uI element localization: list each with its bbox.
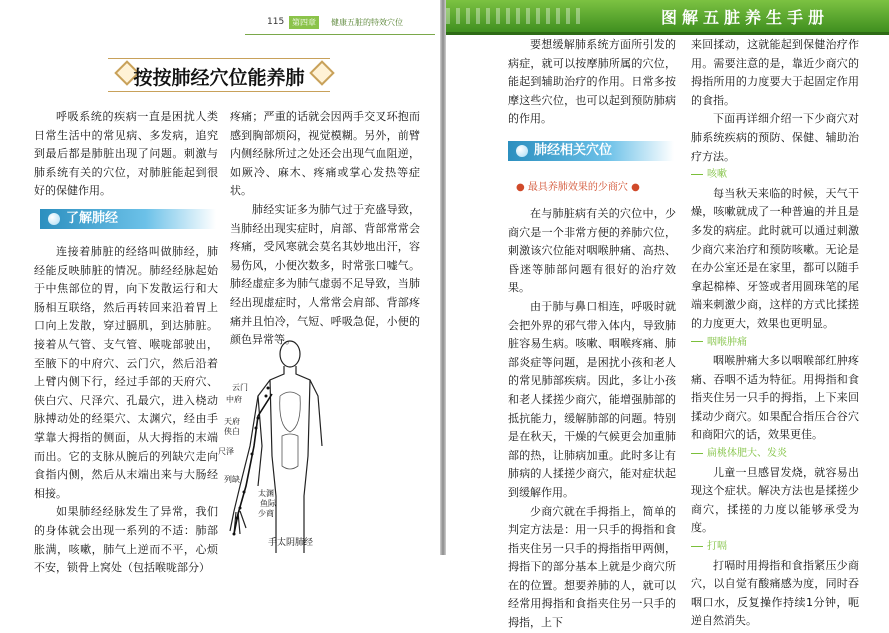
right-col1-body xyxy=(508,205,676,633)
figure-label-zhongfu: 中府 xyxy=(226,395,242,404)
banner-stripe xyxy=(446,8,586,24)
paragraph-tonsil: 儿童一旦感冒发烧，就容易出现这个症状。解决方法也是揉搓少商穴，揉搓的力度以能够承受为度。 xyxy=(691,465,859,535)
mini-heading-hiccup: 打嗝 xyxy=(691,538,859,557)
figure-caption: 手太阴肺经 xyxy=(268,538,314,548)
book-title: 图解五脏养生手册 xyxy=(660,8,829,27)
figure-label-shaoshang: 少商 xyxy=(258,509,274,518)
right-col1-intro: 要想缓解肺系统方面所引发的病症，就可以按摩肺所属的穴位，能起到辅助治疗的作用。日常多按摩这些穴位，也可以起到预防肺病的作用。 xyxy=(508,38,676,126)
paragraph-methods: 下面再详细介绍一下少商穴对肺系统疾病的预防、保健、辅助治疗方法。 xyxy=(691,112,859,163)
paragraph-locate: 少商穴就在手拇指上，简单的判定方法是：用一只手的拇指和食指夹住另一只手的拇指指甲两侧，拇指下的部分基本上就是少商穴所在的位置。想要养肺的人，就可以经常用拇指和食指夹住另一只手的拇指，上下 xyxy=(508,504,676,630)
page-number: 115 xyxy=(267,17,285,27)
paragraph-symptoms: 疼痛；严重的话就会因两手交叉环抱而感到胸部烦闷，视觉模糊。另外，前臂内侧经脉所过之处还会出现气血阻逆，如厥冷、麻木、疼痛或掌心发热等症状。 xyxy=(230,110,420,198)
figure-label-yunmen: 云门 xyxy=(232,383,248,392)
meridian-figure xyxy=(218,336,324,553)
sub-heading-shaoshang: ● 最具养肺效果的少商穴 ● xyxy=(516,182,640,193)
paragraph-meridian-route: 连接着肺脏的经络叫做肺经，肺经能反映肺脏的情况。肺经经脉起始于中焦部位的胃，向下发散运行和大肠相互联络，然后再转回来沿着胃上口向上发散，穿过膈肌，到达肺脏。接着从气管、支气管、喉咙部驶出，至腋下的中府穴、云门穴，然后沿着上臂内侧下行，经过手部的天府穴、侠白穴、尺泽穴、孔最穴，进入桡动脉搏动处的经渠穴、太渊穴，经由手掌靠大拇指的侧面，从大拇指的末端而出。它的支脉从腕后的列缺穴走向食指内侧，然后从末端出来与大肠经相接。 xyxy=(34,245,218,500)
paragraph-sore-throat: 咽喉肿痛大多以咽喉部红肿疼痛、吞咽不适为特征。用拇指和食指夹住另一只手的拇指，上下来回揉动少商穴。如果配合指压合谷穴和商阳穴的话，效果更佳。 xyxy=(691,354,859,442)
intro-paragraph: 呼吸系统的疾病一直是困扰人类日常生活中的常见病、多发病，追究到最后都是肺脏出现了问题。刺激与肺系统有关的穴位，对肺脏能起到很好的保健作用。 xyxy=(34,110,218,198)
paragraph-continue: 来回揉动，这就能起到保健治疗作用。需要注意的是，靠近少商穴的拇指所用的力度要大于起固定作用的食指。 xyxy=(691,38,859,107)
bullet-icon xyxy=(48,213,60,225)
figure-label-taiyuan: 太渊 xyxy=(258,489,274,498)
mini-heading-cough: 咳嗽 xyxy=(691,166,859,185)
chapter-tag: 第四章 xyxy=(289,16,319,29)
paragraph-autumn: 由于肺与鼻口相连，呼吸时就会把外界的邪气带入体内，导致肺脏容易生病。咳嗽、咽喉疼痛、肺部炎症等问题，是困扰小孩和老人的常见肺部疾病。因此，多让小孩和老人揉搓少商穴，能增强肺部的抵抗能力，缓解肺部的问题。特别是在秋天，干燥的气候更会加重肺部的热，让肺病加重。此时多让有肺病的人揉搓少商穴，能对症状起到缓解作用。 xyxy=(508,299,676,499)
section-heading-understand: 了解肺经 xyxy=(40,209,216,229)
paragraph-excess-deficiency: 肺经实证多为肺气过于充盛导致，当肺经出现实症时，肩部、背部常常会疼痛，受风寒就会莫名其妙地出汗，容易伤风，小便次数多，时常张口嘘气。肺经虚症多为肺气虚弱不足导致，当肺经出现虚症时，人常常会肩部、背部疼痛并且怕冷，气短、呼吸急促，小便的颜色异常等。 xyxy=(230,202,420,347)
mini-heading-tonsil: 扁桃体肥大、发炎 xyxy=(691,445,859,464)
paragraph-abnormal-start: 如果肺经经脉发生了异常，我们的身体就会出现一系列的不适：肺部胀满，咳嗽，肺气上逆而不平，心烦不安，锁骨上窝处（包括喉咙部分） xyxy=(34,505,218,575)
figure-label-tianfu: 天府 xyxy=(224,417,240,426)
body-outline-illustration xyxy=(228,336,324,553)
mini-heading-sore-throat: 咽喉肿痛 xyxy=(691,334,859,353)
left-col-body xyxy=(34,243,218,578)
paragraph-hiccup: 打嗝时用拇指和食指紧压少商穴，以自觉有酸痛感为度，同时吞咽口水，反复操作持续1分钟，呃逆自然消失。 xyxy=(691,558,859,628)
figure-label-chize: 尺泽 xyxy=(218,447,234,456)
figure-label-xiabai: 侠白 xyxy=(224,427,240,436)
sub-bullet-icon: ● xyxy=(516,182,525,193)
page-header xyxy=(245,12,435,35)
left-page xyxy=(0,0,440,575)
right-col2-body xyxy=(691,36,859,631)
paragraph-shaoshang-intro: 在与肺脏病有关的穴位中，少商穴是一个非常方便的养肺穴位，刺激该穴位能对咽喉肿痛、高热、昏迷等肺部问题有很好的治疗效果。 xyxy=(508,207,676,295)
chapter-title: 健康五脏的特效穴位 xyxy=(331,18,403,27)
bullet-icon xyxy=(516,145,528,157)
mid-col-body xyxy=(230,108,420,350)
figure-label-yuji: 鱼际 xyxy=(260,499,276,508)
section-heading-related-points: 肺经相关穴位 xyxy=(508,141,674,161)
right-page xyxy=(446,0,889,630)
book-banner xyxy=(446,0,889,35)
paragraph-cough: 每当秋天来临的时候，天气干燥，咳嗽就成了一种普遍的并且是多发的病症。此时就可以通过刺激少商穴来治疗和预防咳嗽。无论是在办公室还是在家里，都可以随手拿起棉棒、牙签或者用圆珠笔的尾端来刺激少商，这样的方式比揉搓的力度更大，效果也更明显。 xyxy=(691,186,859,330)
page-title: 按按肺经穴位能养肺 xyxy=(133,67,305,89)
title-bar xyxy=(108,58,330,92)
figure-label-lieque: 列缺 xyxy=(224,475,240,484)
